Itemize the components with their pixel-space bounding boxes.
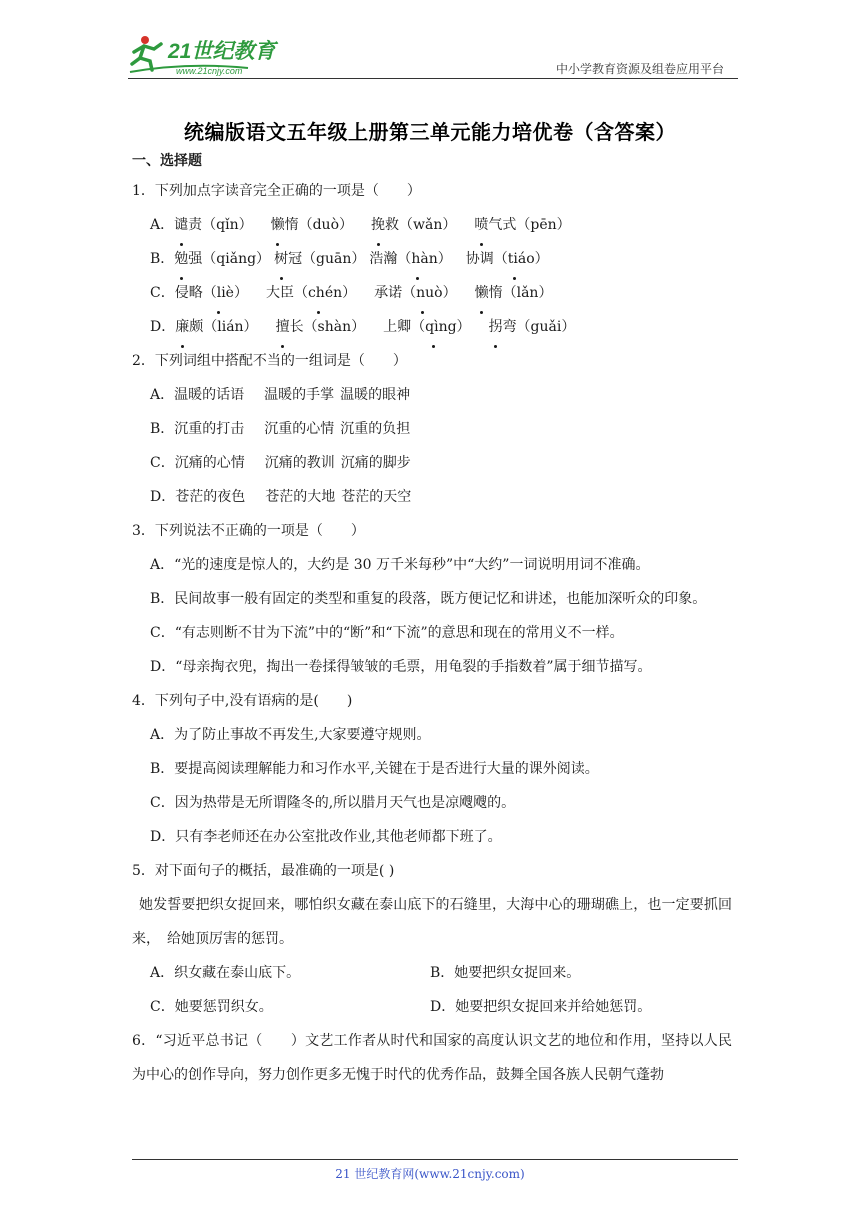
question-passage: 她发誓要把织女捉回来，哪怕织女藏在泰山底下的石缝里，大海中心的珊瑚礁上，也一定要抓回来， 给她顶厉害的惩罚。 — [132, 897, 732, 947]
q5-option-a[interactable]: A．织女藏在泰山底下。 — [150, 965, 301, 981]
q3-option-d[interactable]: D．“母亲掏衣兜，掏出一卷揉得皱皱的毛票，用龟裂的手指数着”属于细节描写。 — [150, 659, 652, 675]
site-logo[interactable] — [128, 32, 298, 76]
question-stem: 5．对下面句子的概括，最准确的一项是( ) — [132, 863, 395, 879]
footer-divider — [132, 1159, 738, 1160]
q4-option-c[interactable]: C．因为热带是无所谓隆冬的,所以腊月天气也是凉飕飕的。 — [150, 795, 516, 811]
q1-option-a[interactable]: A．谴责（qǐn） 懒惰（duò） 挽救（wǎn） 喷气式（pēn） — [132, 208, 732, 242]
q5-options-row-2 — [132, 990, 732, 1024]
q5-option-b[interactable]: B．她要把织女捉回来。 — [430, 965, 581, 981]
q3-option-a[interactable]: A．“光的速度是惊人的，大约是 30 万千米每秒”中“大约”一词说明用词不准确。 — [150, 557, 650, 573]
logo-runner-icon — [128, 32, 298, 76]
q4-option-d[interactable]: D．只有李老师还在办公室批改作业,其他老师都下班了。 — [150, 829, 502, 845]
q2-option-a[interactable]: A．温暖的话语 温暖的手掌 温暖的眼神 — [150, 387, 411, 403]
q4-option-a[interactable]: A．为了防止事故不再发生,大家要遵守规则。 — [150, 727, 431, 743]
footer-link[interactable]: 21 世纪教育网(www.21cnjy.com) — [335, 1167, 525, 1181]
section-heading: 一、选择题 — [132, 153, 202, 169]
question-stem: 2．下列词组中搭配不当的一组词是（ ） — [132, 353, 407, 369]
q1-option-c[interactable]: C．侵略（liè） 大臣（chén） 承诺（nuò） 懒惰（lǎn） — [132, 276, 732, 310]
page-title: 统编版语文五年级上册第三单元能力培优卷（含答案） — [184, 120, 676, 144]
q5-option-d[interactable]: D．她要把织女捉回来并给她惩罚。 — [430, 999, 652, 1015]
exam-content — [132, 148, 732, 1092]
q5-options-row-1 — [132, 956, 732, 990]
q2-option-d[interactable]: D．苍茫的夜色 苍茫的大地 苍茫的天空 — [150, 489, 412, 505]
question-stem: 4．下列句子中,没有语病的是( ) — [132, 693, 353, 709]
q1-option-d[interactable]: D．廉颇（lián） 擅长（shàn） 上卿（qìng） 拐弯（guǎi） — [132, 310, 732, 344]
q1-option-b[interactable]: B．勉强（qiǎng） 树冠（guān） 浩瀚（hàn） 协调（tiáo） — [132, 242, 732, 276]
q3-option-b[interactable]: B．民间故事一般有固定的类型和重复的段落，既方便记忆和讲述，也能加深听众的印象。 — [150, 591, 707, 607]
q5-option-c[interactable]: C．她要惩罚织女。 — [150, 999, 273, 1015]
question-stem: 6．“习近平总书记（ ）文艺工作者从时代和国家的高度认识文艺的地位和作用，坚持以人民为中心的创作导向，努力创作更多无愧于时代的优秀作品，鼓舞全国各族人民朝气蓬勃 — [132, 1033, 732, 1083]
q2-option-c[interactable]: C．沉痛的心情 沉痛的教训 沉痛的脚步 — [150, 455, 411, 471]
question-stem: 1．下列加点字读音完全正确的一项是（ ） — [132, 183, 421, 199]
q2-option-b[interactable]: B．沉重的打击 沉重的心情 沉重的负担 — [150, 421, 411, 437]
q3-option-c[interactable]: C．“有志则断不甘为下流”中的“断”和“下流”的意思和现在的常用义不一样。 — [150, 625, 624, 641]
svg-text:21世纪教育: 21世纪教育 — [168, 40, 276, 63]
page-header — [128, 28, 738, 80]
header-divider — [128, 78, 738, 79]
svg-text:www.21cnjy.com: www.21cnjy.com — [176, 66, 243, 76]
platform-name: 中小学教育资源及组卷应用平台 — [555, 62, 724, 76]
q4-option-b[interactable]: B．要提高阅读理解能力和习作水平,关键在于是否进行大量的课外阅读。 — [150, 761, 599, 777]
question-stem: 3．下列说法不正确的一项是（ ） — [132, 523, 365, 539]
